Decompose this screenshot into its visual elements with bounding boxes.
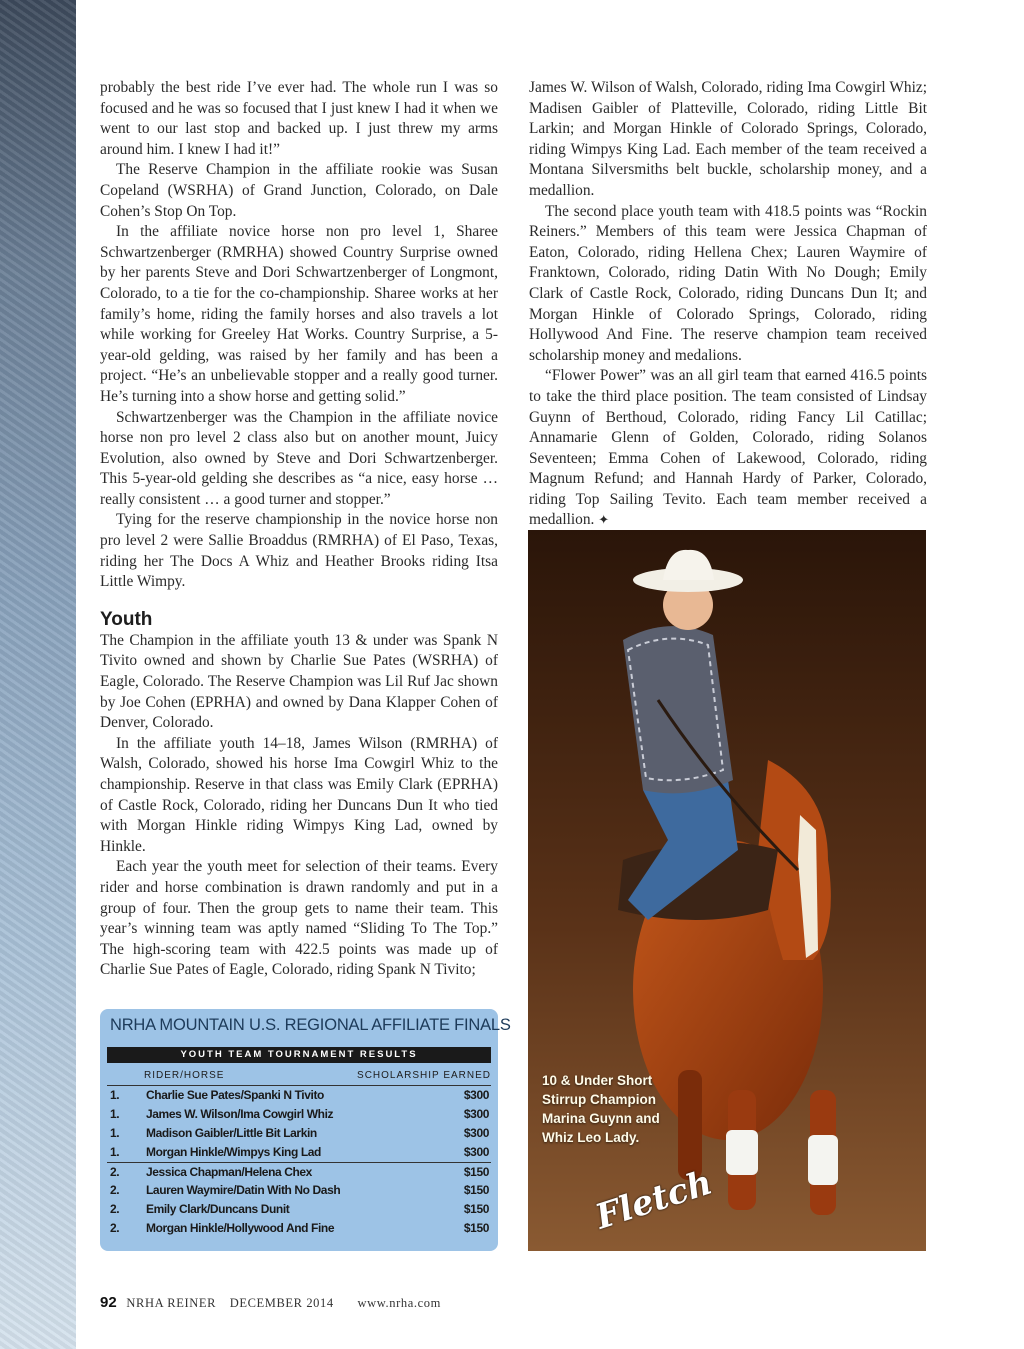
rider-horse-cell: Emily Clark/Duncans Dunit [146,1202,290,1217]
rider-horse-cell: Lauren Waymire/Datin With No Dash [146,1183,341,1198]
article-paragraph-text: “Flower Power” was an all girl team that earned 416.5 points to take the third place position. The team consisted of Lindsay Guynn of Berthoud, Colorado, riding Fancy Lil Catillac; Annamarie Glenn of Golden, Colorado, riding Solanos Seventeen; Emma Cohen of Lakewood, Colorado, riding Magnum Refund; and Hannah Hardy of Parker, Colorado, riding Top Sailing Tevito. Each team member received a medallion. [529,367,927,529]
rider-horse-cell: Jessica Chapman/Helena Chex [146,1164,312,1179]
decorative-side-strip [0,0,76,1349]
amount-cell: $150 [463,1183,489,1198]
page-number: 92 [100,1294,117,1311]
table-row [107,1086,491,1105]
page-footer [100,1294,441,1311]
table-row [107,1163,491,1182]
results-table [107,1085,491,1238]
section-heading-youth: Youth [100,608,153,630]
rider-horse-cell: Madison Gaibler/Little Bit Larkin [146,1125,317,1140]
article-paragraph: The second place youth team with 418.5 points was “Rockin Reiners.” Members of this team were Jessica Chapman of Eaton, Colorado, riding Hellena Chex; Lauren Waymire of Franktown, Colorado, riding Datin With No Dough; Emily Clark of Castle Rock, Colorado, riding Duncans Dun It; and Morgan Hinkle of Colorado Springs, Colorado, riding Hollywood And Fine. The reserve champion team received scholarship money and medalions. [529,202,927,364]
article-paragraph [529,366,927,531]
article-paragraph: The Champion in the affiliate youth 13 & under was Spank N Tivito owned and shown by Charlie Sue Pates (WSRHA) of Eagle, Colorado. The Reserve Champion was Lil Ruf Jac shown by Joe Cohen (EPRHA) and owned by Dana Klapper Cohen of Denver, Colorado. [100,631,498,732]
table-row [107,1124,491,1143]
place-cell: 1. [110,1144,120,1159]
amount-cell: $300 [463,1125,489,1140]
photo-caption: 10 & Under Short Stirrup Champion Marina Guynn and Whiz Leo Lady. [542,1073,660,1145]
website-url: www.nrha.com [357,1296,441,1310]
magazine-name: NRHA REINER [126,1296,217,1310]
results-subtitle: YOUTH TEAM TOURNAMENT RESULTS [107,1047,491,1063]
amount-cell: $150 [463,1221,489,1236]
place-cell: 1. [110,1125,120,1140]
photographer-signature: Fletch [590,1162,718,1238]
results-title: NRHA MOUNTAIN U.S. REGIONAL AFFILIATE FINALS [110,1016,511,1034]
results-sidebar [100,1009,511,1251]
amount-cell: $150 [463,1164,489,1179]
amount-cell: $300 [463,1106,489,1121]
article-paragraph: Tying for the reserve championship in the novice horse non pro level 2 were Sallie Broaddus (RMRHA) of El Paso, Texas, riding her The Docs A Whiz and Heather Brooks riding Itsa Little Wimpy. [100,511,498,591]
table-row [107,1105,491,1124]
table-row [107,1219,491,1238]
rider-horse-photo [528,530,926,1251]
place-cell: 2. [110,1221,120,1236]
table-row [107,1143,491,1163]
place-cell: 2. [110,1164,120,1179]
column-header-scholarship: SCHOLARSHIP EARNED [357,1070,491,1081]
amount-cell: $300 [463,1144,489,1159]
horse-boot [726,1130,758,1175]
article-paragraph: Each year the youth meet for selection of their teams. Every rider and horse combination is drawn randomly and put in a group of four. Then the group gets to name their team. This year’s winning team was aptly named “Sliding To The Top.” The high-scoring team with 422.5 points was made up of Charlie Sue Pates of Eagle, Colorado, riding Spank N Tivito; [100,858,498,979]
article-paragraph: Schwartzenberger was the Champion in the affiliate novice horse non pro level 2 class also but on another mount, Juicy Evolution, also owned by Steve and Dori Schwartzenberger. This 5-year-old gelding she describes as “a nice, easy horse … really consistent … a good turner and stopper.” [100,408,498,508]
horse-boot [808,1135,838,1185]
amount-cell: $300 [463,1088,489,1102]
article-paragraph: In the affiliate novice horse non pro level 1, Sharee Schwartzenberger (RMRHA) showed Country Surprise owned by her parents Steve and Dori Schwartzenberger of Longmont, Colorado, to a tie for the co-championship. Sharee works at her family’s home, riding the family horses and also travels a lot while working for Greeley Hat Works. Country Surprise, a 5-year-old gelding, was raised by her family and has been a project. “He’s an unbelievable stopper and a really good turner. He’s turning into a show horse and getting solid.” [100,223,498,405]
place-cell: 1. [110,1106,120,1121]
article-paragraph: probably the best ride I’ve ever had. The whole run I was so focused and he was so focused that I just knew I had it when we went to our last stop and backed up. I just threw my arms around him. I knew I had it!” [100,79,498,158]
rider-horse-cell: Morgan Hinkle/Hollywood And Fine [146,1221,335,1236]
article-paragraph: In the affiliate youth 14–18, James Wilson (RMRHA) of Walsh, Colorado, showed his horse Ima Cowgirl Whiz to the championship. Reserve in that class was Emily Clark (EPRHA) of Castle Rock, Colorado, riding her Duncans Dun It who tied with Morgan Hinkle riding Wimpys King Lad, owned by Hinkle. [100,734,498,855]
rider-horse-cell: James W. Wilson/Ima Cowgirl Whiz [146,1106,334,1121]
article-paragraph: James W. Wilson of Walsh, Colorado, riding Ima Cowgirl Whiz; Madisen Gaibler of Platteville, Colorado, riding Little Bit Larkin; and Morgan Hinkle of Colorado Springs, Colorado, riding Wimpys King Lad. Each member of the team received a Montana Silversmiths belt buckle, scholarship money, and a medallion. [529,79,927,199]
issue-date: DECEMBER 2014 [229,1296,334,1310]
table-row [107,1181,491,1200]
table-row [107,1200,491,1219]
place-cell: 1. [110,1088,120,1102]
article-right-column [529,78,927,531]
article-left-column [100,78,498,981]
rider-horse-cell: Charlie Sue Pates/Spanki N Tivito [146,1088,324,1102]
rider-horse-cell: Morgan Hinkle/Wimpys King Lad [146,1144,321,1159]
column-header-rider: RIDER/HORSE [144,1070,225,1081]
amount-cell: $150 [463,1202,489,1217]
place-cell: 2. [110,1202,120,1217]
end-mark-icon: ✦ [598,512,610,528]
article-paragraph: The Reserve Champion in the affiliate rookie was Susan Copeland (WSRHA) of Grand Junction, Colorado, on Dale Cohen’s Stop On Top. [100,161,498,220]
place-cell: 2. [110,1183,120,1198]
